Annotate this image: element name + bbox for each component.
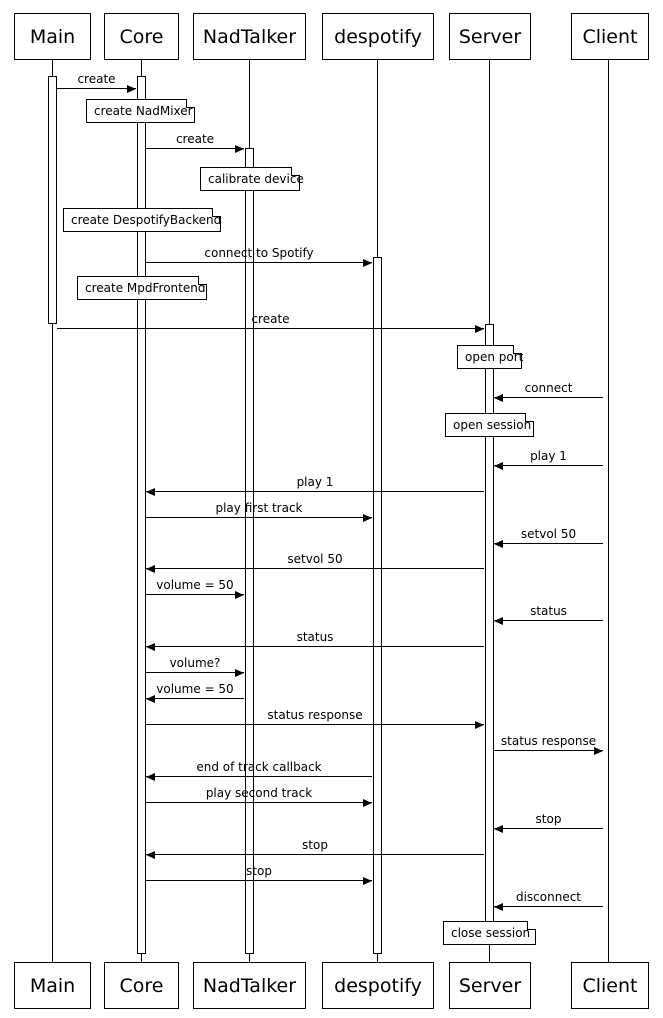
message-line [146, 724, 484, 725]
note-fold-corner [527, 921, 536, 930]
message-label: volume = 50 [156, 578, 234, 592]
message-line [494, 906, 603, 907]
message-arrowhead [363, 259, 372, 267]
message-arrowhead [363, 514, 372, 522]
note [443, 921, 536, 945]
message-line [57, 88, 136, 89]
lifeline-foot-core[interactable] [104, 962, 179, 1009]
message-arrowhead [127, 85, 136, 93]
message-arrowhead [494, 394, 503, 402]
message-arrowhead [594, 747, 603, 755]
note [63, 208, 221, 232]
note-fold-corner [513, 345, 522, 354]
message-arrowhead [494, 825, 503, 833]
message-label: create [77, 72, 116, 86]
message-line [57, 328, 484, 329]
message-arrowhead [363, 799, 372, 807]
message-arrowhead [146, 488, 155, 496]
message-label: play first track [215, 501, 303, 515]
note-fold-corner [186, 99, 195, 108]
lifeline-head-core[interactable] [104, 13, 179, 60]
message-line [146, 672, 244, 673]
message-arrowhead [235, 145, 244, 153]
lifeline-label: Client [582, 25, 638, 48]
lifeline-line-client [608, 60, 609, 962]
message-label: status [530, 604, 567, 618]
note [457, 345, 522, 369]
message-arrowhead [494, 903, 503, 911]
message-label: stop [302, 838, 328, 852]
note-fold-corner [198, 276, 207, 285]
message-label: volume = 50 [156, 682, 234, 696]
lifeline-foot-despotify[interactable] [322, 962, 434, 1009]
note [86, 99, 195, 123]
message-line [494, 620, 603, 621]
note-fold-corner [212, 208, 221, 217]
lifeline-head-main[interactable] [14, 13, 91, 60]
note-fold-corner [525, 413, 534, 422]
activation-bar-nadtalker [245, 148, 254, 954]
lifeline-label: despotify [334, 974, 422, 997]
message-arrowhead [146, 851, 155, 859]
message-arrowhead [494, 462, 503, 470]
message-label: connect to Spotify [204, 246, 314, 260]
note [200, 167, 304, 191]
lifeline-head-server[interactable] [449, 13, 531, 60]
note [77, 276, 207, 300]
lifeline-foot-client[interactable] [571, 962, 649, 1009]
message-arrowhead [494, 617, 503, 625]
note-text: calibrate device [208, 172, 304, 186]
lifeline-foot-main[interactable] [14, 962, 91, 1009]
message-arrowhead [494, 540, 503, 548]
message-line [494, 543, 603, 544]
activation-bar-main [48, 76, 57, 324]
lifeline-label: Client [582, 974, 638, 997]
message-line [146, 880, 372, 881]
message-line [146, 517, 372, 518]
message-label: play second track [205, 786, 313, 800]
note-text: close session [451, 926, 531, 940]
lifeline-label: Main [29, 974, 76, 997]
message-label: status [296, 630, 334, 644]
message-label: setvol 50 [287, 552, 343, 566]
message-label: play 1 [296, 475, 334, 489]
message-line [146, 568, 484, 569]
message-line [146, 491, 484, 492]
lifeline-label: Core [119, 974, 164, 997]
message-label: stop [535, 812, 562, 826]
message-line [146, 646, 484, 647]
lifeline-label: Main [29, 25, 76, 48]
message-label: setvol 50 [520, 527, 577, 541]
lifeline-head-client[interactable] [571, 13, 649, 60]
note-text: create MpdFrontend [85, 281, 206, 295]
message-line [146, 802, 372, 803]
lifeline-label: NadTalker [202, 974, 297, 997]
message-line [146, 594, 244, 595]
note-fold-corner [291, 167, 300, 176]
lifeline-label: Core [119, 25, 164, 48]
message-label: status response [500, 734, 597, 748]
lifeline-label: NadTalker [202, 25, 297, 48]
message-arrowhead [146, 773, 155, 781]
message-line [494, 828, 603, 829]
note-text: create NadMixer [94, 104, 193, 118]
message-line [494, 750, 603, 751]
message-label: volume? [169, 656, 221, 670]
message-line [146, 148, 244, 149]
message-arrowhead [235, 669, 244, 677]
message-line [146, 776, 372, 777]
message-arrowhead [146, 565, 155, 573]
message-arrowhead [146, 643, 155, 651]
note-text: open port [465, 350, 524, 364]
message-label: disconnect [515, 890, 582, 904]
message-arrowhead [475, 325, 484, 333]
lifeline-label: Server [458, 974, 522, 997]
message-label: connect [524, 381, 573, 395]
message-label: status response [267, 708, 363, 722]
lifeline-head-nadtalker[interactable] [193, 13, 306, 60]
note-text: open session [453, 418, 532, 432]
message-line [146, 262, 372, 263]
note-text: create DespotifyBackend [71, 213, 222, 227]
message-label: create [251, 312, 290, 326]
lifeline-label: despotify [334, 25, 422, 48]
message-line [146, 854, 484, 855]
message-label: end of track callback [196, 760, 322, 774]
message-label: stop [246, 864, 272, 878]
lifeline-head-despotify[interactable] [322, 13, 434, 60]
message-line [494, 397, 603, 398]
message-arrowhead [363, 877, 372, 885]
message-arrowhead [146, 695, 155, 703]
lifeline-foot-nadtalker[interactable] [193, 962, 306, 1009]
message-arrowhead [475, 721, 484, 729]
message-label: create [175, 132, 215, 146]
message-label: play 1 [530, 449, 567, 463]
lifeline-foot-server[interactable] [449, 962, 531, 1009]
message-line [494, 465, 603, 466]
message-arrowhead [235, 591, 244, 599]
lifeline-label: Server [458, 25, 522, 48]
message-line [146, 698, 244, 699]
note [445, 413, 534, 437]
